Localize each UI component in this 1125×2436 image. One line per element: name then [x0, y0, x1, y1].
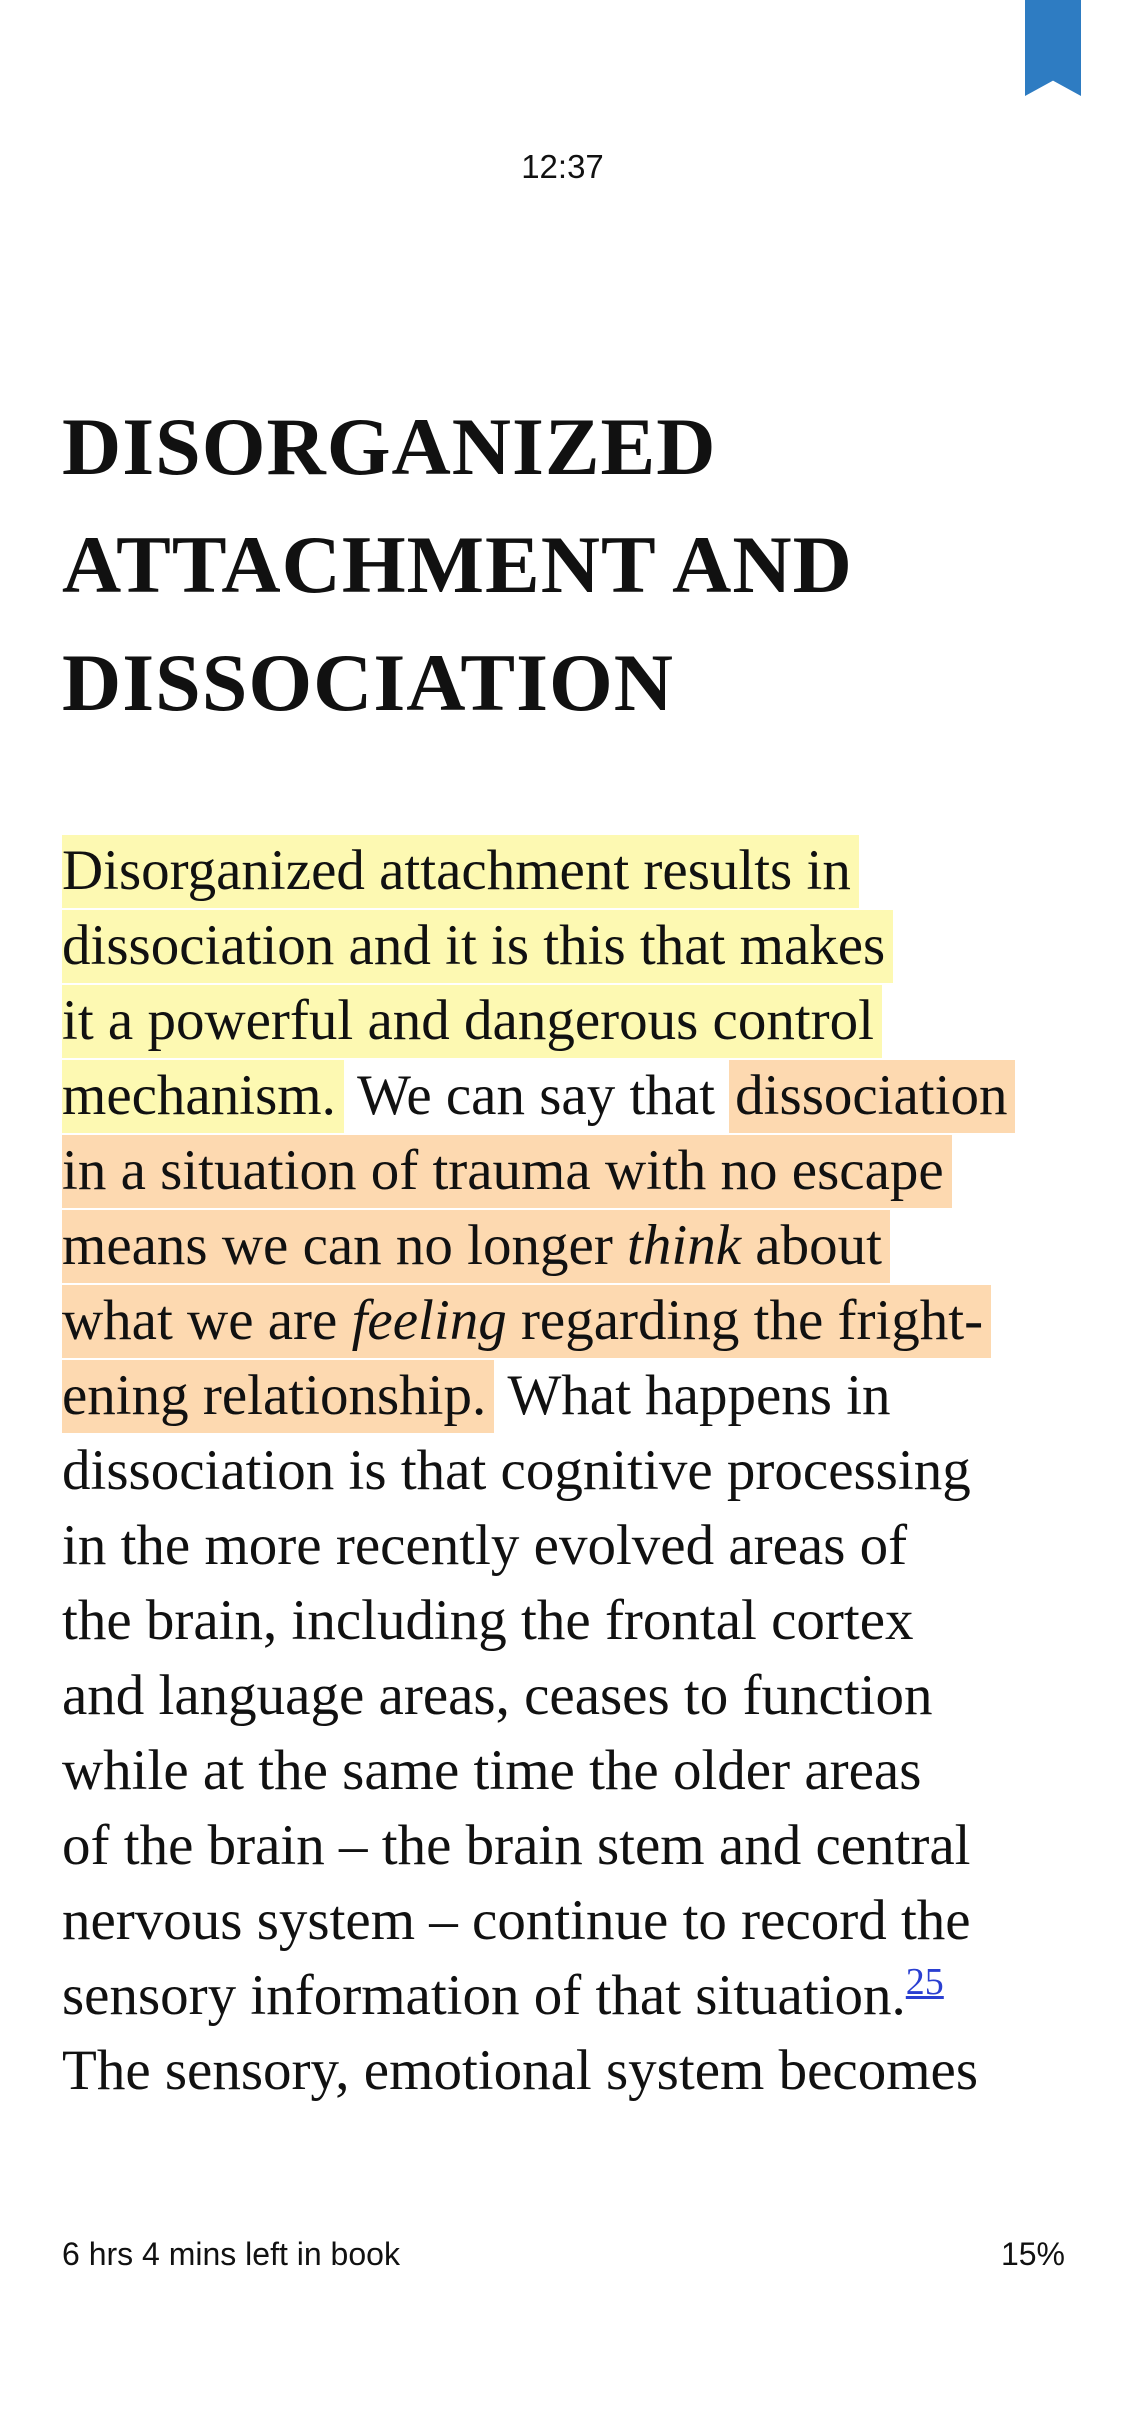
- text-line: [62, 1208, 1072, 1283]
- text-line: [62, 1283, 1072, 1358]
- text-line: The sensory, emotional system becomes: [62, 2039, 979, 2102]
- yellow-highlight[interactable]: Disorganized attachment results in: [62, 835, 859, 908]
- orange-highlight[interactable]: in a situation of trauma with no escape: [62, 1135, 952, 1208]
- text-line: [62, 1133, 1072, 1208]
- plain-text: about: [755, 1214, 882, 1277]
- italic-text: feeling: [351, 1289, 507, 1352]
- italic-text: think: [627, 1214, 742, 1277]
- text-line: [62, 1358, 1072, 1433]
- bookmark-ribbon-icon[interactable]: [1025, 0, 1081, 96]
- text-line: the brain, including the frontal cortex: [62, 1589, 914, 1652]
- chapter-title: [62, 388, 1062, 742]
- chapter-title-line: ATTACHMENT AND: [62, 519, 853, 610]
- text-line: [62, 833, 1072, 908]
- yellow-highlight[interactable]: dissociation and it is this that makes: [62, 910, 893, 983]
- text-line: and language areas, ceases to function: [62, 1664, 933, 1727]
- text-line: in the more recently evolved areas of: [62, 1514, 908, 1577]
- text-line: dissociation is that cognitive processing: [62, 1439, 971, 1502]
- text-line: of the brain – the brain stem and central: [62, 1814, 971, 1877]
- text-line: nervous system – continue to record the: [62, 1889, 971, 1952]
- chapter-title-line: DISSOCIATION: [62, 637, 674, 728]
- text-line: [62, 1058, 1072, 1133]
- orange-highlight[interactable]: [62, 1210, 890, 1283]
- yellow-highlight[interactable]: mechanism.: [62, 1060, 344, 1133]
- time-left-in-book[interactable]: 6 hrs 4 mins left in book: [62, 2236, 400, 2272]
- chapter-title-line: DISORGANIZED: [62, 401, 717, 492]
- orange-highlight[interactable]: [62, 1285, 991, 1358]
- plain-text: What happens in: [507, 1364, 891, 1427]
- text-line: [62, 983, 1072, 1058]
- plain-text: means we can no longer: [62, 1214, 613, 1277]
- plain-text: We can say that: [357, 1064, 715, 1127]
- orange-highlight[interactable]: dissociation: [729, 1060, 1015, 1133]
- yellow-highlight[interactable]: it a powerful and dangerous control: [62, 985, 882, 1058]
- plain-text: sensory information of that situation.: [62, 1964, 906, 2027]
- text-line: [62, 1958, 1072, 2033]
- footnote-link[interactable]: 25: [905, 1961, 944, 2003]
- plain-text: regarding the fright-: [520, 1289, 984, 1352]
- book-passage[interactable]: [62, 833, 1072, 2108]
- reading-progress[interactable]: 15%: [1000, 2236, 1065, 2272]
- text-line: while at the same time the older areas: [62, 1739, 922, 1802]
- plain-text: what we are: [62, 1289, 338, 1352]
- text-line: [62, 908, 1072, 983]
- orange-highlight[interactable]: ening relationship.: [62, 1360, 494, 1433]
- status-time: 12:37: [521, 148, 604, 185]
